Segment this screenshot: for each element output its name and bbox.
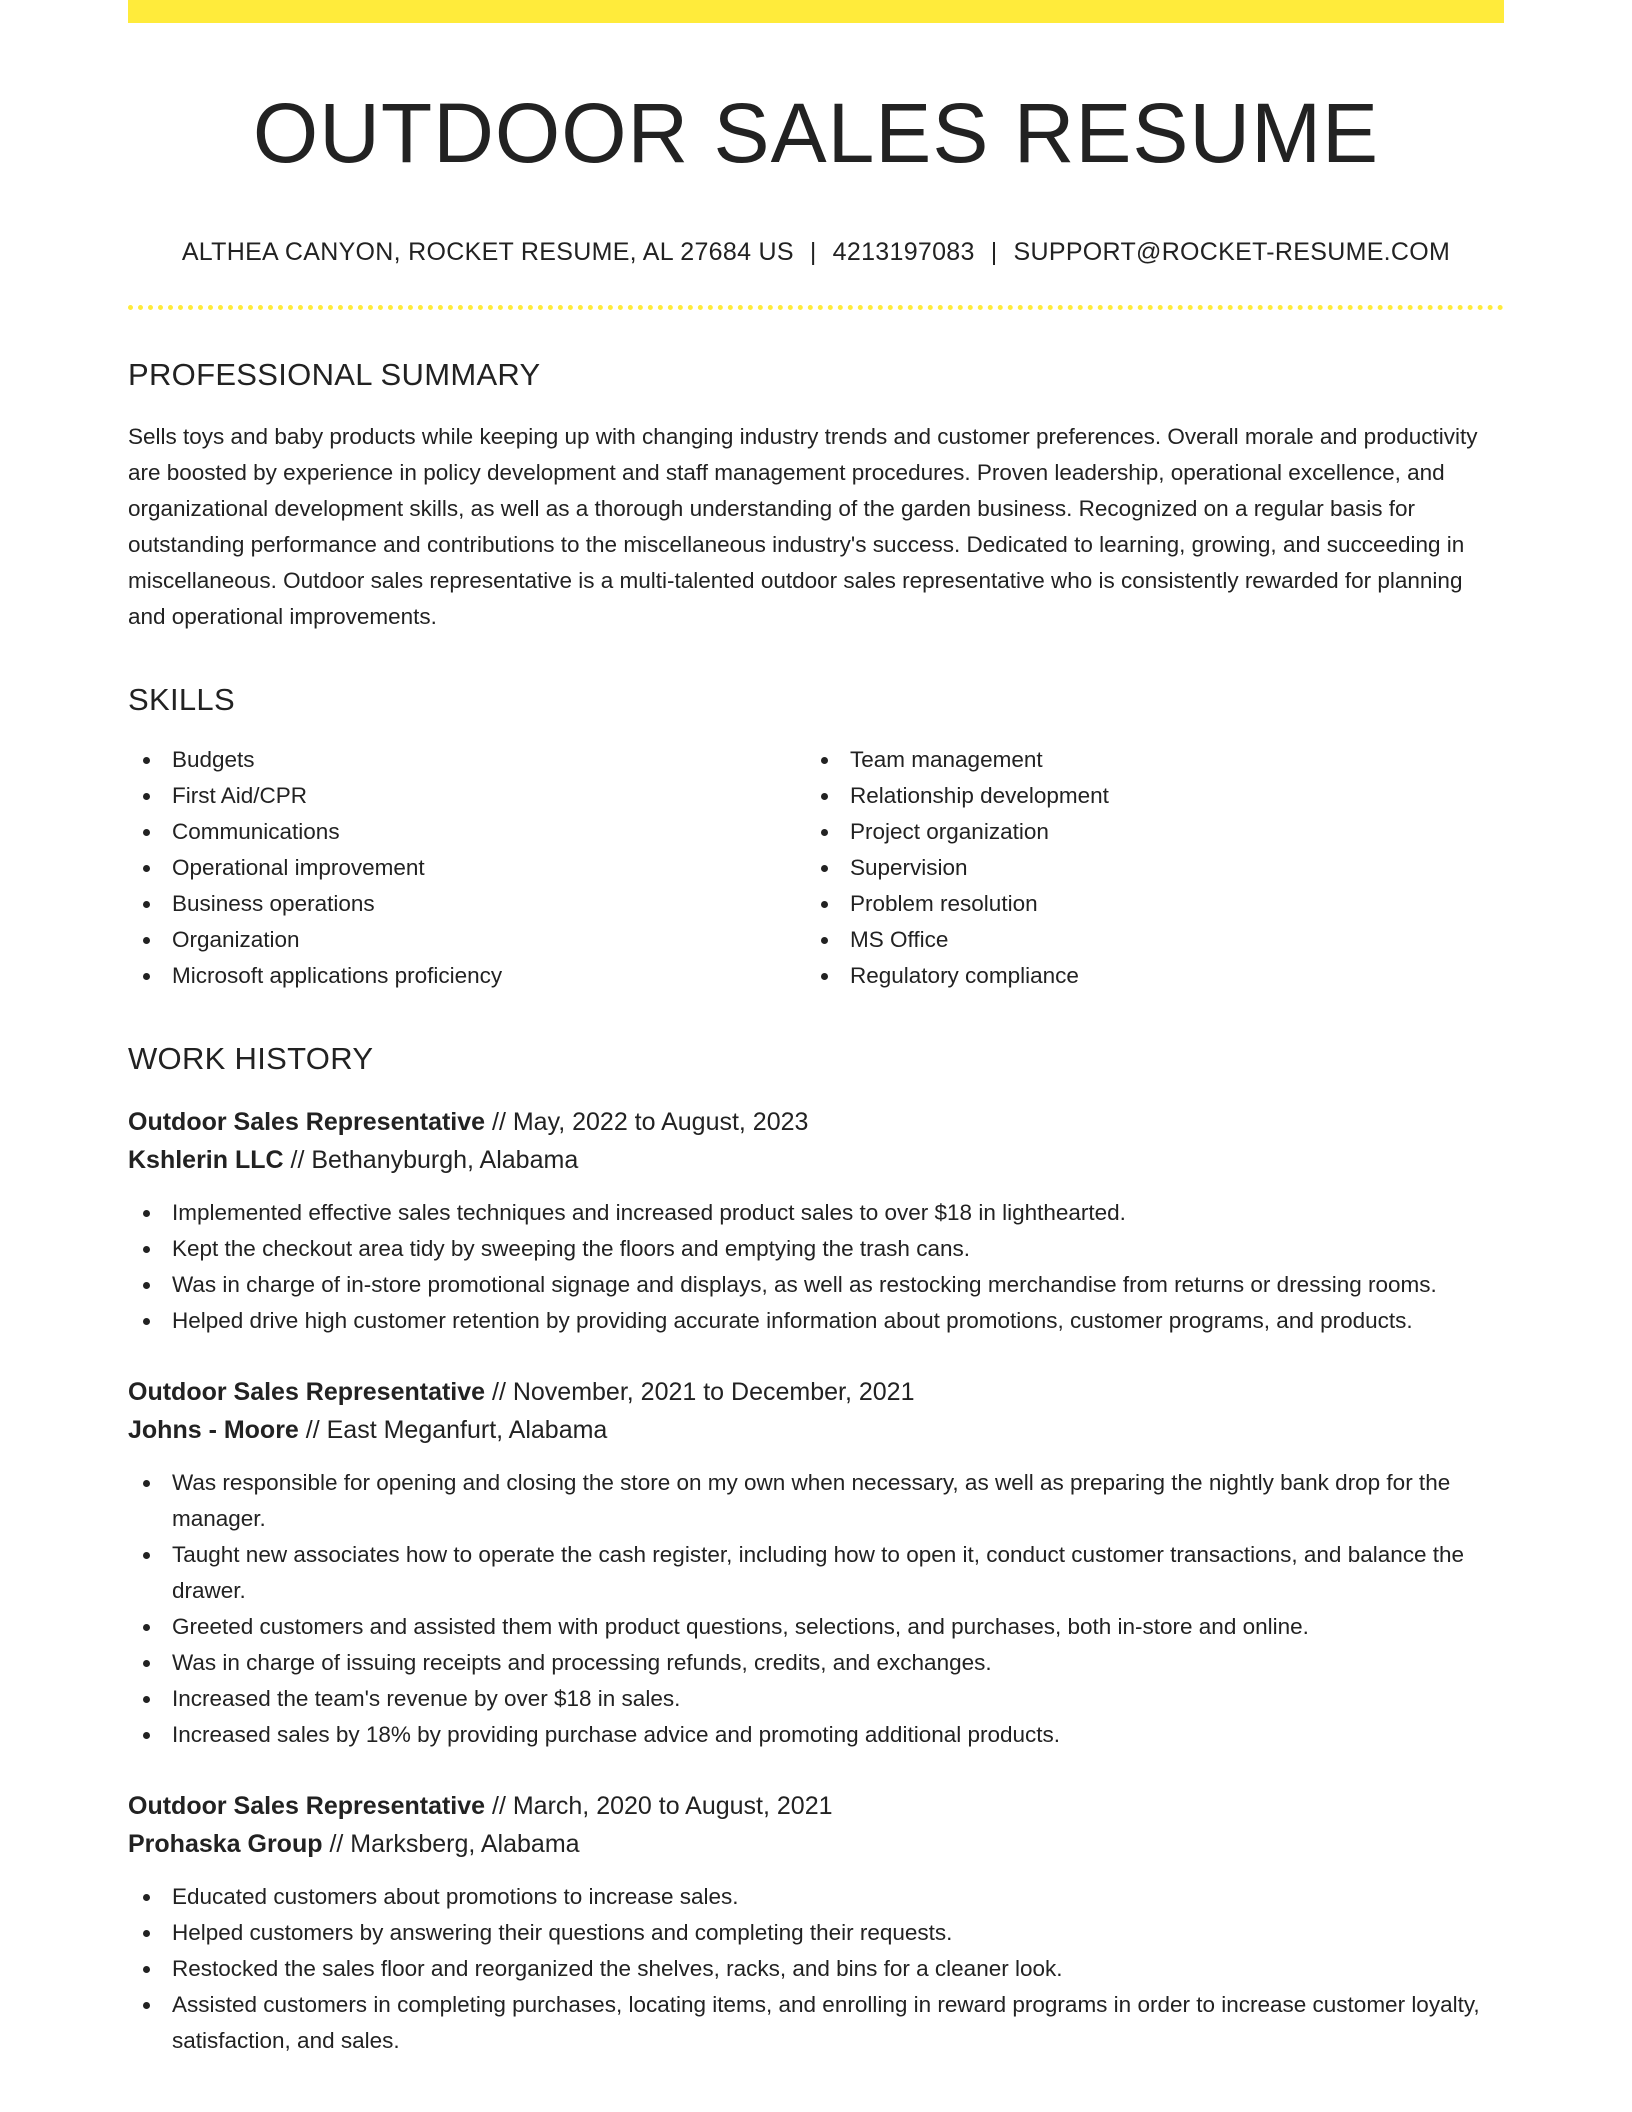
skills-column-left bbox=[128, 742, 806, 994]
job-company-line bbox=[128, 1411, 1504, 1449]
duty-item: Taught new associates how to operate the cash register, including how to open it, conduct customer transactions, and balance the drawer. bbox=[128, 1537, 1504, 1609]
job-company-line bbox=[128, 1141, 1504, 1179]
contact-address: ALTHEA CANYON, ROCKET RESUME, AL 27684 US bbox=[181, 237, 794, 266]
resume-page bbox=[128, 0, 1504, 2059]
skill-item: Supervision bbox=[806, 850, 1484, 886]
job-location: // Marksberg, Alabama bbox=[322, 1830, 580, 1859]
skill-item: Project organization bbox=[806, 814, 1484, 850]
contact-phone: 4213197083 bbox=[832, 237, 975, 266]
duty-item: Educated customers about promotions to increase sales. bbox=[128, 1879, 1504, 1915]
duty-item: Was responsible for opening and closing the store on my own when necessary, as well as preparing the nightly bank drop for the manager. bbox=[128, 1465, 1504, 1537]
job-title: Outdoor Sales Representative bbox=[128, 1792, 486, 1821]
job-title-line bbox=[128, 1373, 1504, 1411]
duty-item: Assisted customers in completing purchases, locating items, and enrolling in reward programs in order to increase customer loyalty, satisfaction, and sales. bbox=[128, 1987, 1504, 2059]
job-location: // Bethanyburgh, Alabama bbox=[283, 1146, 579, 1175]
work-history-heading: WORK HISTORY bbox=[128, 1040, 374, 1076]
duty-item: Increased the team's revenue by over $18 in sales. bbox=[128, 1681, 1504, 1717]
duty-item: Implemented effective sales techniques and increased product sales to over $18 in lighthearted. bbox=[128, 1195, 1504, 1231]
contact-separator: | bbox=[990, 237, 998, 266]
job-dates: // March, 2020 to August, 2021 bbox=[485, 1792, 833, 1821]
duty-item: Was in charge of issuing receipts and processing refunds, credits, and exchanges. bbox=[128, 1645, 1504, 1681]
duty-item: Kept the checkout area tidy by sweeping the floors and emptying the trash cans. bbox=[128, 1231, 1504, 1267]
dotted-divider bbox=[128, 305, 1504, 310]
skills-list bbox=[128, 742, 1504, 994]
contact-line bbox=[128, 238, 1504, 267]
job-title: Outdoor Sales Representative bbox=[128, 1108, 486, 1137]
page-title: OUTDOOR SALES RESUME bbox=[252, 86, 1380, 180]
job-entry bbox=[128, 1103, 1504, 1339]
job-entry bbox=[128, 1373, 1504, 1753]
skill-item: MS Office bbox=[806, 922, 1484, 958]
skill-item: Regulatory compliance bbox=[806, 958, 1484, 994]
skill-item: Operational improvement bbox=[128, 850, 806, 886]
summary-text: Sells toys and baby products while keeping up with changing industry trends and customer preferences. Overall morale and productivity are boosted by experience in policy development and staff management procedures. Proven leadership, operational excellence, and organizational development skills, as well as a thorough understanding of the garden business. Recognized on a regular basis for outstanding performance and contributions to the miscellaneous industry's success. Dedicated to learning, growing, and succeeding in miscellaneous. Outdoor sales representative is a multi-talented outdoor sales representative who is consistently rewarded for planning and operational improvements. bbox=[128, 423, 1478, 629]
skill-item: Team management bbox=[806, 742, 1484, 778]
duty-item: Was in charge of in-store promotional signage and displays, as well as restocking merchandise from returns or dressing rooms. bbox=[128, 1267, 1504, 1303]
skill-item: Microsoft applications proficiency bbox=[128, 958, 806, 994]
skill-item: Relationship development bbox=[806, 778, 1484, 814]
summary-heading: PROFESSIONAL SUMMARY bbox=[128, 356, 541, 392]
contact-email: SUPPORT@ROCKET-RESUME.COM bbox=[1013, 237, 1451, 266]
skills-heading: SKILLS bbox=[128, 681, 235, 717]
skill-item: Organization bbox=[128, 922, 806, 958]
duty-item: Helped customers by answering their questions and completing their requests. bbox=[128, 1915, 1504, 1951]
job-location: // East Meganfurt, Alabama bbox=[298, 1416, 608, 1445]
skills-column-right bbox=[806, 742, 1484, 994]
accent-bar bbox=[128, 0, 1504, 23]
job-company: Johns - Moore bbox=[128, 1416, 299, 1445]
job-entry bbox=[128, 1787, 1504, 2059]
skill-item: Problem resolution bbox=[806, 886, 1484, 922]
job-company: Prohaska Group bbox=[128, 1830, 323, 1859]
job-duties bbox=[128, 1195, 1504, 1339]
duty-item: Restocked the sales floor and reorganized the shelves, racks, and bins for a cleaner look. bbox=[128, 1951, 1504, 1987]
duty-item: Helped drive high customer retention by providing accurate information about promotions, customer programs, and products. bbox=[128, 1303, 1504, 1339]
job-dates: // May, 2022 to August, 2023 bbox=[485, 1108, 809, 1137]
job-duties bbox=[128, 1879, 1504, 2059]
job-dates: // November, 2021 to December, 2021 bbox=[485, 1378, 915, 1407]
skill-item: Budgets bbox=[128, 742, 806, 778]
skill-item: Business operations bbox=[128, 886, 806, 922]
job-company-line bbox=[128, 1825, 1504, 1863]
skill-item: Communications bbox=[128, 814, 806, 850]
skill-item: First Aid/CPR bbox=[128, 778, 806, 814]
job-company: Kshlerin LLC bbox=[128, 1146, 284, 1175]
job-title: Outdoor Sales Representative bbox=[128, 1378, 486, 1407]
job-title-line bbox=[128, 1103, 1504, 1141]
job-title-line bbox=[128, 1787, 1504, 1825]
duty-item: Greeted customers and assisted them with product questions, selections, and purchases, both in-store and online. bbox=[128, 1609, 1504, 1645]
duty-item: Increased sales by 18% by providing purchase advice and promoting additional products. bbox=[128, 1717, 1504, 1753]
job-duties bbox=[128, 1465, 1504, 1753]
contact-separator: | bbox=[809, 237, 817, 266]
